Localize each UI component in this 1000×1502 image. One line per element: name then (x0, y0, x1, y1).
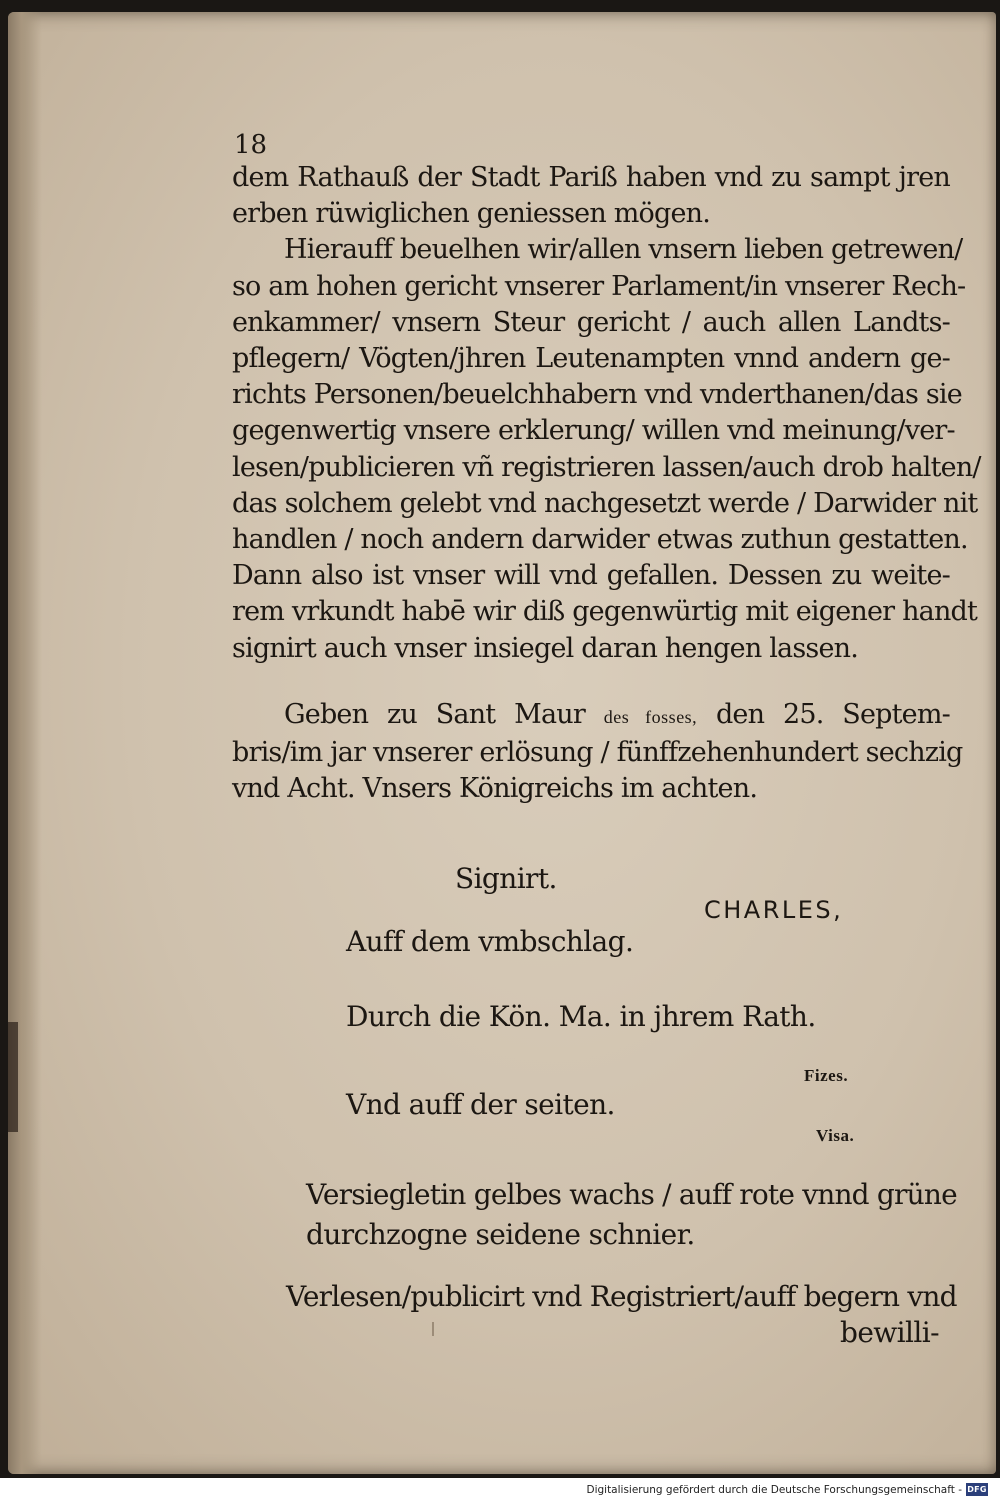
seal-line: Versiegletin gelbes wachs / auff rote vnnd grüne (306, 1178, 957, 1211)
date-line: bris/im jar vnserer erlösung / fünffzehenhundert sechzig (232, 737, 963, 769)
paper-blemish (432, 1322, 434, 1336)
catchword: bewilli- (840, 1316, 939, 1349)
text-line: gegenwertig vnsere erklerung/ willen vnd meinung/ver- (232, 415, 955, 447)
dfg-logo-icon: DFG (967, 1485, 987, 1494)
date-place-roman: des fosses, (603, 706, 698, 727)
text-line: dem Rathauß der Stadt Pariß haben vnd zu sampt jren (232, 162, 950, 193)
final-line: Verlesen/publicirt vnd Registriert/auff begern vnd (286, 1280, 957, 1313)
text-line: pflegern/ Vögten/jhren Leutenampten vnnd andern ge- (232, 343, 950, 375)
text-line: handlen / noch andern darwider etwas zuthun gestatten. (232, 524, 968, 556)
date-line: vnd Acht. Vnsers Königreichs im achten. (232, 773, 758, 805)
text-line: enkammer/ vnsern Steur gericht / auch allen Landts- (232, 306, 950, 338)
text-line: rem vrkundt habē wir diß gegenwürtig mit eigener handt (232, 596, 978, 628)
date-place: Geben zu Sant Maur (284, 698, 585, 730)
text-line: richts Personen/beuelchhabern vnd vnderthanen/das sie (232, 379, 962, 411)
fizes-name: Fizes. (804, 1066, 849, 1085)
text-line: Dann also ist vnser will vnd gefallen. Dessen zu weite- (232, 560, 950, 592)
visa-mark: Visa. (816, 1126, 855, 1145)
digitization-footer (0, 1478, 1000, 1502)
durch-rath-label: Durch die Kön. Ma. in jhrem Rath. (346, 1000, 816, 1033)
text-line: lesen/publicieren vñ registrieren lassen/auch drob halten/ (232, 451, 981, 483)
umbschlag-label: Auff dem vmbschlag. (346, 925, 634, 958)
text-line: das solchem gelebt vnd nachgesetzt werde / Darwider nit (232, 487, 978, 519)
seiten-label: Vnd auff der seiten. (346, 1088, 615, 1121)
text-line: signirt auch vnser insiegel daran hengen lassen. (232, 632, 859, 664)
signirt-label: Signirt. (455, 862, 557, 895)
page-number: 18 (234, 130, 268, 160)
date-day: den 25. Septem- (715, 698, 950, 730)
charles-signature: CHARLES, (704, 896, 844, 924)
text-line: so am hohen gericht vnserer Parlament/in vnserer Rech- (232, 270, 966, 302)
text-line: Hierauff beuelhen wir/allen vnsern lieben getrewen/ (284, 234, 963, 266)
footer-credit: Digitalisierung gefördert durch die Deutsche Forschungsgemeinschaft - (586, 1484, 962, 1496)
seal-line: durchzogne seidene schnier. (306, 1218, 695, 1251)
text-line: erben rüwiglichen geniessen mögen. (232, 198, 710, 230)
